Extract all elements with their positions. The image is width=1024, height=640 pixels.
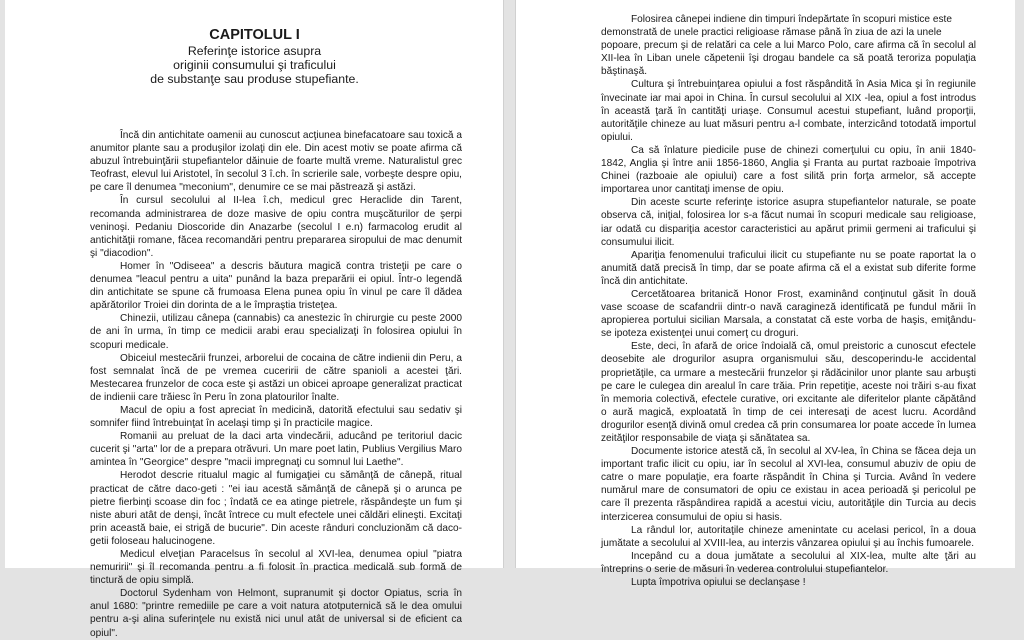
chapter-heading (5, 27, 504, 86)
chapter-subtitle-line: originii consumului şi traficului (173, 58, 336, 72)
paragraph-continuation: popoare, precum şi de relatări ca cele a lui Marco Polo, care afirma că în secolul al XII-lea în Liban unele căpetenii îşi drogau bandele ca să poată teroriza populaţia băştinaşă. (601, 40, 976, 78)
paragraph: Medicul elveţian Paracelsus în secolul al XVI-lea, denumea opiul "piatra nemuririi" şi îl recomanda pentru a fi folosit în practica medicală sub formă de tinctură de opiu simplă. (90, 549, 462, 587)
paragraph: Documente istorice atestă că, în secolul al XV-lea, în China se făcea deja un important trafic ilicit cu opiu, iar în secolul al XVI-lea, consumul abuziv de opiu de catre o mare populaţie, era foarte răspândit în China şi Turcia. Având în vedere numărul mare de consumatori de opiu ce existau in acea perioadă şi pericolul pe care îl prezenta răspândirea rapidă a acestui viciu, autorităţile din Turcia au decis interzicerea consumului de opiu si hasis. (601, 446, 976, 523)
paragraph: Doctorul Sydenham von Helmont, supranumit şi doctor Opiatus, scria în anul 1680: "printre remediile pe care a voit natura atotputernică să le dea omului pentru a-şi alina suferinţele nu există nici unul atât de universal si de eficient ca opiul". (90, 588, 462, 639)
paragraph: Cercetătoarea britanică Honor Frost, examinând conţinutul găsit în două vase scoase de scafandrii dintr-o navă caragineză identificată pe fundul mării în apropierea portului sicilian Marsala, a constatat că este vorba de haşis, emiţându-se ipoteza existenţei unui comerţ cu droguri. (601, 288, 976, 340)
paragraph: Herodot descrie ritualul magic al fumigaţiei cu sămânţă de cânepă, ritual practicat de către daco-geti : "ei iau acestă sămânţă de cânepă şi o arunca pe pietre fierbinţi scoase din foc ; îndată ce ea atinge pietrele, răspândeşte un fum şi niste aburi atât de denşi, încât întrece cu mult efectele unei căldări elineşti. Excitaţi prin această baie, ei strigă de bucurie". Din aceste rânduri concluzionăm că daco-getii foloseau halucinogene. (90, 470, 462, 547)
paragraph: Romanii au preluat de la daci arta vindecării, aducând pe teritoriul dacic cucerit şi "arta" lor de a prepara otrăvuri. Un mare poet latin, Publius Vergilius Maro amintea în "Georgice" despre "macii impregnaţi cu somnul lui Laethe". (90, 431, 462, 469)
paragraph: Obiceiul mestecării frunzei, arborelui de cocaina de către indienii din Peru, a fost semnalat încă de pe vremea cuceririi de către spanioli a acestei ţări. Mestecarea frunzelor de coca este şi astăzi un obicei aproape generalizat practicat de indienii care trăiesc în Peru în zona platourilor înalte. (90, 352, 462, 403)
paragraph: Încă din antichitate oamenii au cunoscut acţiunea binefacatoare sau toxică a anumitor plante sau a produşilor izolaţi din ele. Din acest motiv se poate afirma că abuzul întrebuinţării stupefiantelor dăinuie de foarte multă vreme. Naturalistul grec Teofrast, elevul lui Aristotel, în secolul 3 î.ch. în scrierile sale, vorbeşte despre opiu, pe care îl denumea "meconium", denumire ce se mai păstrează şi astăzi. (90, 130, 462, 194)
paragraph: Folosirea cânepei indiene din timpuri îndepărtate în scopuri mistice este demonstrată de unele practici religioase rămase până în ziua de azi la unele (601, 14, 952, 39)
body-text-left (90, 129, 462, 640)
document-page-left (5, 0, 504, 639)
body-text-right (601, 13, 976, 589)
paragraph: Lupta împotriva opiului se declanşase ! (631, 577, 806, 589)
chapter-subtitle-line: Referinţe istorice asupra (187, 44, 322, 58)
chapter-title: CAPITOLUL I (209, 27, 300, 43)
paragraph: În cursul secolului al II-lea î.ch, medicul grec Heraclide din Tarent, recomanda administrarea de doze masive de opiu contra muşcăturilor de şerpi veninoşi. Pedaniu Dioscoride din Anazarbe (secolul I e.n) farmacolog erudit al antichităţii romane, făcea recomandări pentru prepararea siropului de mac denumit şi "diacodion". (90, 195, 462, 259)
paragraph: La rândul lor, autoritaţile chineze amenintate cu acelasi pericol, în a doua jumătate a secolului al XVIII-lea, au interzis vânzarea opiului şi au închis fumoarele. (601, 524, 976, 549)
paragraph: Ca să înlature piedicile puse de chinezi comerţului cu opiu, în anii 1840-1842, Anglia şi între anii 1856-1860, Anglia şi Franta au purtat razboaie împotriva Chinei (razboaie ale opiului) care a fost silită prin forţa armelor, să accepte importarea unor cantitaţi imense de opiu. (601, 144, 976, 196)
paragraph: Incepând cu a doua jumătate a secolului al XIX-lea, multe alte ţări au întreprins o serie de măsuri în vederea controlului stupefiantelor. (601, 550, 976, 575)
document-page-right (515, 0, 1015, 589)
paragraph: Din aceste scurte referinţe istorice asupra stupefiantelor naturale, se poate observa că, iniţial, folosirea lor s-a făcut numai în scopuri medicale sau religioase, iar odată cu dispariţia acestor caracteristici au apărut primii germeni ai traficului şi consumului ilicit. (601, 197, 976, 248)
paragraph: Chinezii, utilizau cânepa (cannabis) ca anestezic în chirurgie cu peste 2000 de ani în urma, în timp ce medicii arabi erau specializaţi în folosirea opiului în scopuri medicale. (90, 313, 462, 351)
paragraph: Macul de opiu a fost apreciat în medicină, datorită efectului sau sedativ şi somnifer fiind întrebuinţat în acelaşi timp şi în practicile magice. (90, 404, 462, 430)
paragraph: Cultura şi întrebuinţarea opiului a fost răspândită în Asia Mica şi în regiunile învecinate iar mai apoi in China. În cursul secolului al XIX -lea, opiul a fost introdus în această ţară în cantităţi uriaşe. Consumul acestui stupefiant, luând proporţii, autorităţile chineze au luat măsuri pentru a-l combate, interzicând totodată importul opiului. (601, 79, 976, 143)
chapter-subtitle-line: de substanţe sau produse stupefiante. (150, 72, 359, 86)
paragraph: Homer în "Odiseea" a descris băutura magică contra tristeţii pe care o denumea "leacul pentru a uita" punând la baza preparării ei opiul. Într-o legendă din antichitate se spune că frumoasa Elena punea opiu în vinul pe care îl dădea apărătorilor Troiei din dorinta de a le împraştia tristeţea. (90, 260, 462, 312)
paragraph: Este, deci, în afară de orice îndoială că, omul preistoric a cunoscut efectele deosebite ale drogurilor asupra organismului său, descoperindu-le accidental proprietăţile, ca urmare a mestecării frunzelor şi rădăcinilor unor plante sau arbuşti pe care le culegea din arealul în care trăia. Prin repetiţie, aceste noi trăiri s-au fixat în memoria colectivă, efectele curative, ori excitante ale diferitelor plante căpătând o aură magică, exploatată în timp de cei interesaţi de acest lucru. Acordând drogurilor esenţă divină omul credea că prin consumarea lor poate accede în lumea zeităţilor responsabile de viaţa şi sănătatea sa. (601, 341, 976, 444)
paragraph: Apariţia fenomenului traficului ilicit cu stupefiante nu se poate raportat la o anumită dată precisă în timp, dar se poate afirma că el a existat sub diferite forme încă din antichitate. (601, 249, 976, 287)
